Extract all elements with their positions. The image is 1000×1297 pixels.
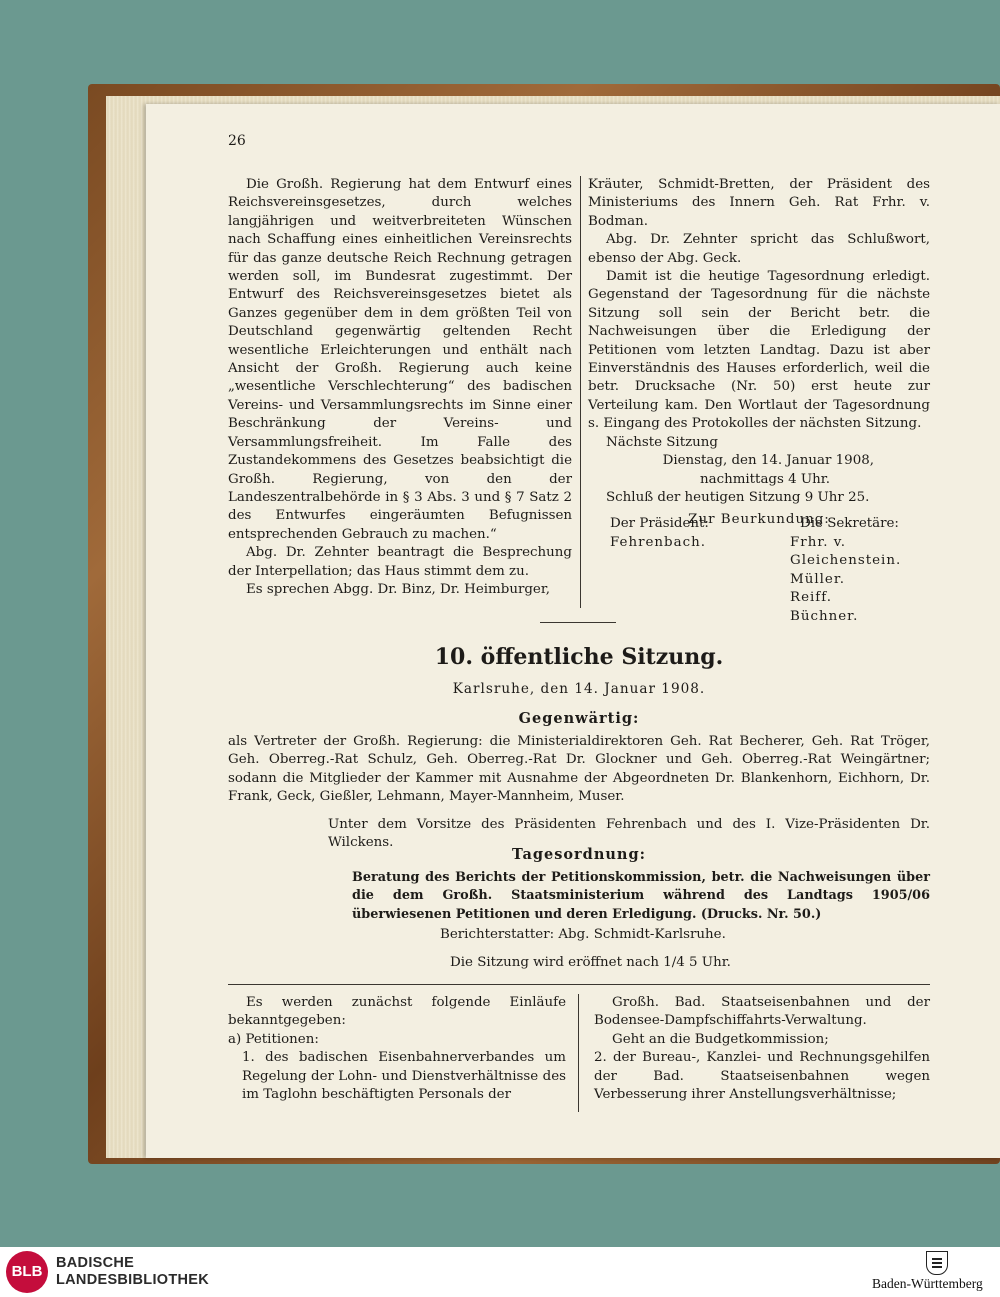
present-heading: Gegenwärtig: (518, 710, 640, 727)
next-session-date: Dienstag, den 14. Januar 1908, (662, 453, 874, 469)
paragraph: a) Petitionen: (228, 1031, 319, 1047)
secretaries-label: Die Sekretäre: (800, 516, 899, 531)
paragraph: Nächste Sitzung (606, 434, 718, 450)
agenda-text (352, 869, 930, 924)
section-rule (540, 622, 616, 623)
paragraph: Es werden zunächst folgende Einläufe bekanntgegeben: (228, 995, 566, 1029)
paragraph: Abg. Dr. Zehnter beantragt die Besprechung der Interpellation; das Haus stimmt dem zu. (228, 545, 572, 579)
list-item: 2. der Bureau-, Kanzlei- und Rechnungsgehilfen der Bad. Staatseisenbahnen wegen Verbesserung ihrer Anstellungsverhältnisse; (594, 1050, 930, 1103)
library-name-line: LANDESBIBLIOTHEK (56, 1272, 210, 1288)
left-column-bottom (228, 994, 566, 1104)
paragraph: Unter dem Vorsitze des Präsidenten Fehrenbach und des I. Vize-Präsidenten Dr. Wilckens. (328, 817, 930, 851)
library-name-line: BADISCHE (56, 1255, 135, 1271)
secretary-name: Reiff. (790, 590, 832, 606)
secretary-name: Büchner. (790, 608, 859, 624)
paragraph: Geht an die Budgetkommission; (612, 1031, 829, 1047)
paragraph: als Vertreter der Großh. Regierung: die Ministerialdirektoren Geh. Rat Becherer, Geh. Rat Tröger, Geh. Oberreg.-Rat Schulz, Geh. Oberreg.-Rat Dr. Glockner und Geh. Oberreg.-Rat Weingärtner; sodann die Mitglieder der Kammer mit Ausnahme der Abgeordneten Dr. Blankenhorn, Eichhorn, Dr. Frank, Geck, Gießler, Lehmann, Mayer-Mannheim, Muser. (228, 734, 930, 805)
right-column-top (588, 176, 930, 530)
blb-logo[interactable]: BLB (6, 1251, 48, 1293)
secretaries-block (790, 515, 930, 627)
paragraph: Kräuter, Schmidt-Bretten, der Präsident des Ministeriums des Innern Geh. Rat Frhr. v. Bodman. (588, 177, 930, 229)
session-place-date: Karlsruhe, den 14. Januar 1908. (452, 681, 706, 697)
rapporteur: Berichterstatter: Abg. Schmidt-Karlsruhe. (440, 927, 726, 942)
paragraph: Großh. Bad. Staatseisenbahnen und der Bodensee-Dampfschiffahrts-Verwaltung. (594, 995, 930, 1029)
president-name: Fehrenbach. (610, 534, 706, 550)
page-number: 26 (228, 133, 246, 149)
secretary-name: Müller. (790, 571, 846, 587)
right-column-bottom (594, 994, 930, 1104)
agenda-heading: Tagesordnung: (512, 846, 646, 863)
president-block (610, 515, 709, 552)
coat-of-arms-icon (926, 1251, 948, 1275)
paragraph: Abg. Dr. Zehnter spricht das Schlußwort, ebenso der Abg. Geck. (588, 232, 930, 266)
paragraph: Es sprechen Abgg. Dr. Binz, Dr. Heimburger, (246, 581, 551, 597)
footer-bar (0, 1247, 1000, 1297)
paragraph: Beratung des Berichts der Petitionskommission, betr. die Nachweisungen über die dem Großh. Staatsministerium während des Landtags 1905/06 überwiesenen Petitionen und deren Erledigung. (Drucks. Nr. 50.) (352, 870, 930, 922)
secretary-name: Frhr. v. Gleichenstein. (790, 534, 902, 569)
library-name[interactable] (56, 1255, 209, 1289)
column-divider (580, 176, 581, 608)
certification-heading: Zur Beurkundung: (688, 512, 830, 528)
state-name[interactable]: Baden-Württemberg (872, 1276, 983, 1291)
session-title: 10. öffentliche Sitzung. (434, 644, 724, 670)
present-list (228, 733, 930, 807)
list-item: 1. des badischen Eisenbahnerverbandes um Regelung der Lohn- und Dienstverhältnisse des im Taglohn beschäftigten Personals der (242, 1050, 566, 1103)
left-column-top (228, 176, 572, 599)
paragraph: Damit ist die heutige Tagesordnung erledigt. Gegenstand der Tagesordnung für die nächste Sitzung soll sein der Bericht betr. die Nachweisungen über die Erledigung der Petitionen vom letzten Landtag. Dazu ist aber Einverständnis des Hauses erforderlich, weil die betr. Drucksache (Nr. 50) erst heute zur Verteilung kam. Den Wortlaut der Tagesordnung s. Eingang des Protokolles der nächsten Sitzung. (588, 269, 930, 432)
paragraph: Die Großh. Regierung hat dem Entwurf eines Reichsvereinsgesetzes, durch welches langjährigen und weitverbreiteten Wünschen nach Schaffung eines einheitlichen Vereinsrechts für das ganze deutsche Reich Rechnung getragen werden soll, im Bundesrat zugestimmt. Der Entwurf des Reichsvereinsgesetzes bietet als Ganzes gegenüber dem in dem größten Teil von Deutschland gegenwärtig geltenden Recht wesentliche Erleichterungen und enthält nach Ansicht der Großh. Regierung auch keine „wesentliche Verschlechterung“ des badischen Vereins- und Versammlungsrechts im Sinne einer Beschränkung der Vereins- und Versammlungsfreiheit. Im Falle des Zustandekommens des Gesetzes beabsichtigt die Großh. Regierung, von den der Landeszentralbehörde in § 3 Abs. 3 und § 7 Satz 2 des Entwurfes eingeräumten Befugnissen entsprechenden Gebrauch zu machen.“ (228, 177, 572, 542)
next-session-time: nachmittags 4 Uhr. (699, 471, 830, 487)
column-divider (578, 994, 579, 1112)
closing-line: Schluß der heutigen Sitzung 9 Uhr 25. (606, 489, 870, 505)
opening-line: Die Sitzung wird eröffnet nach 1/4 5 Uhr. (450, 955, 731, 970)
section-rule (228, 984, 930, 985)
president-label: Der Präsident: (610, 516, 709, 531)
